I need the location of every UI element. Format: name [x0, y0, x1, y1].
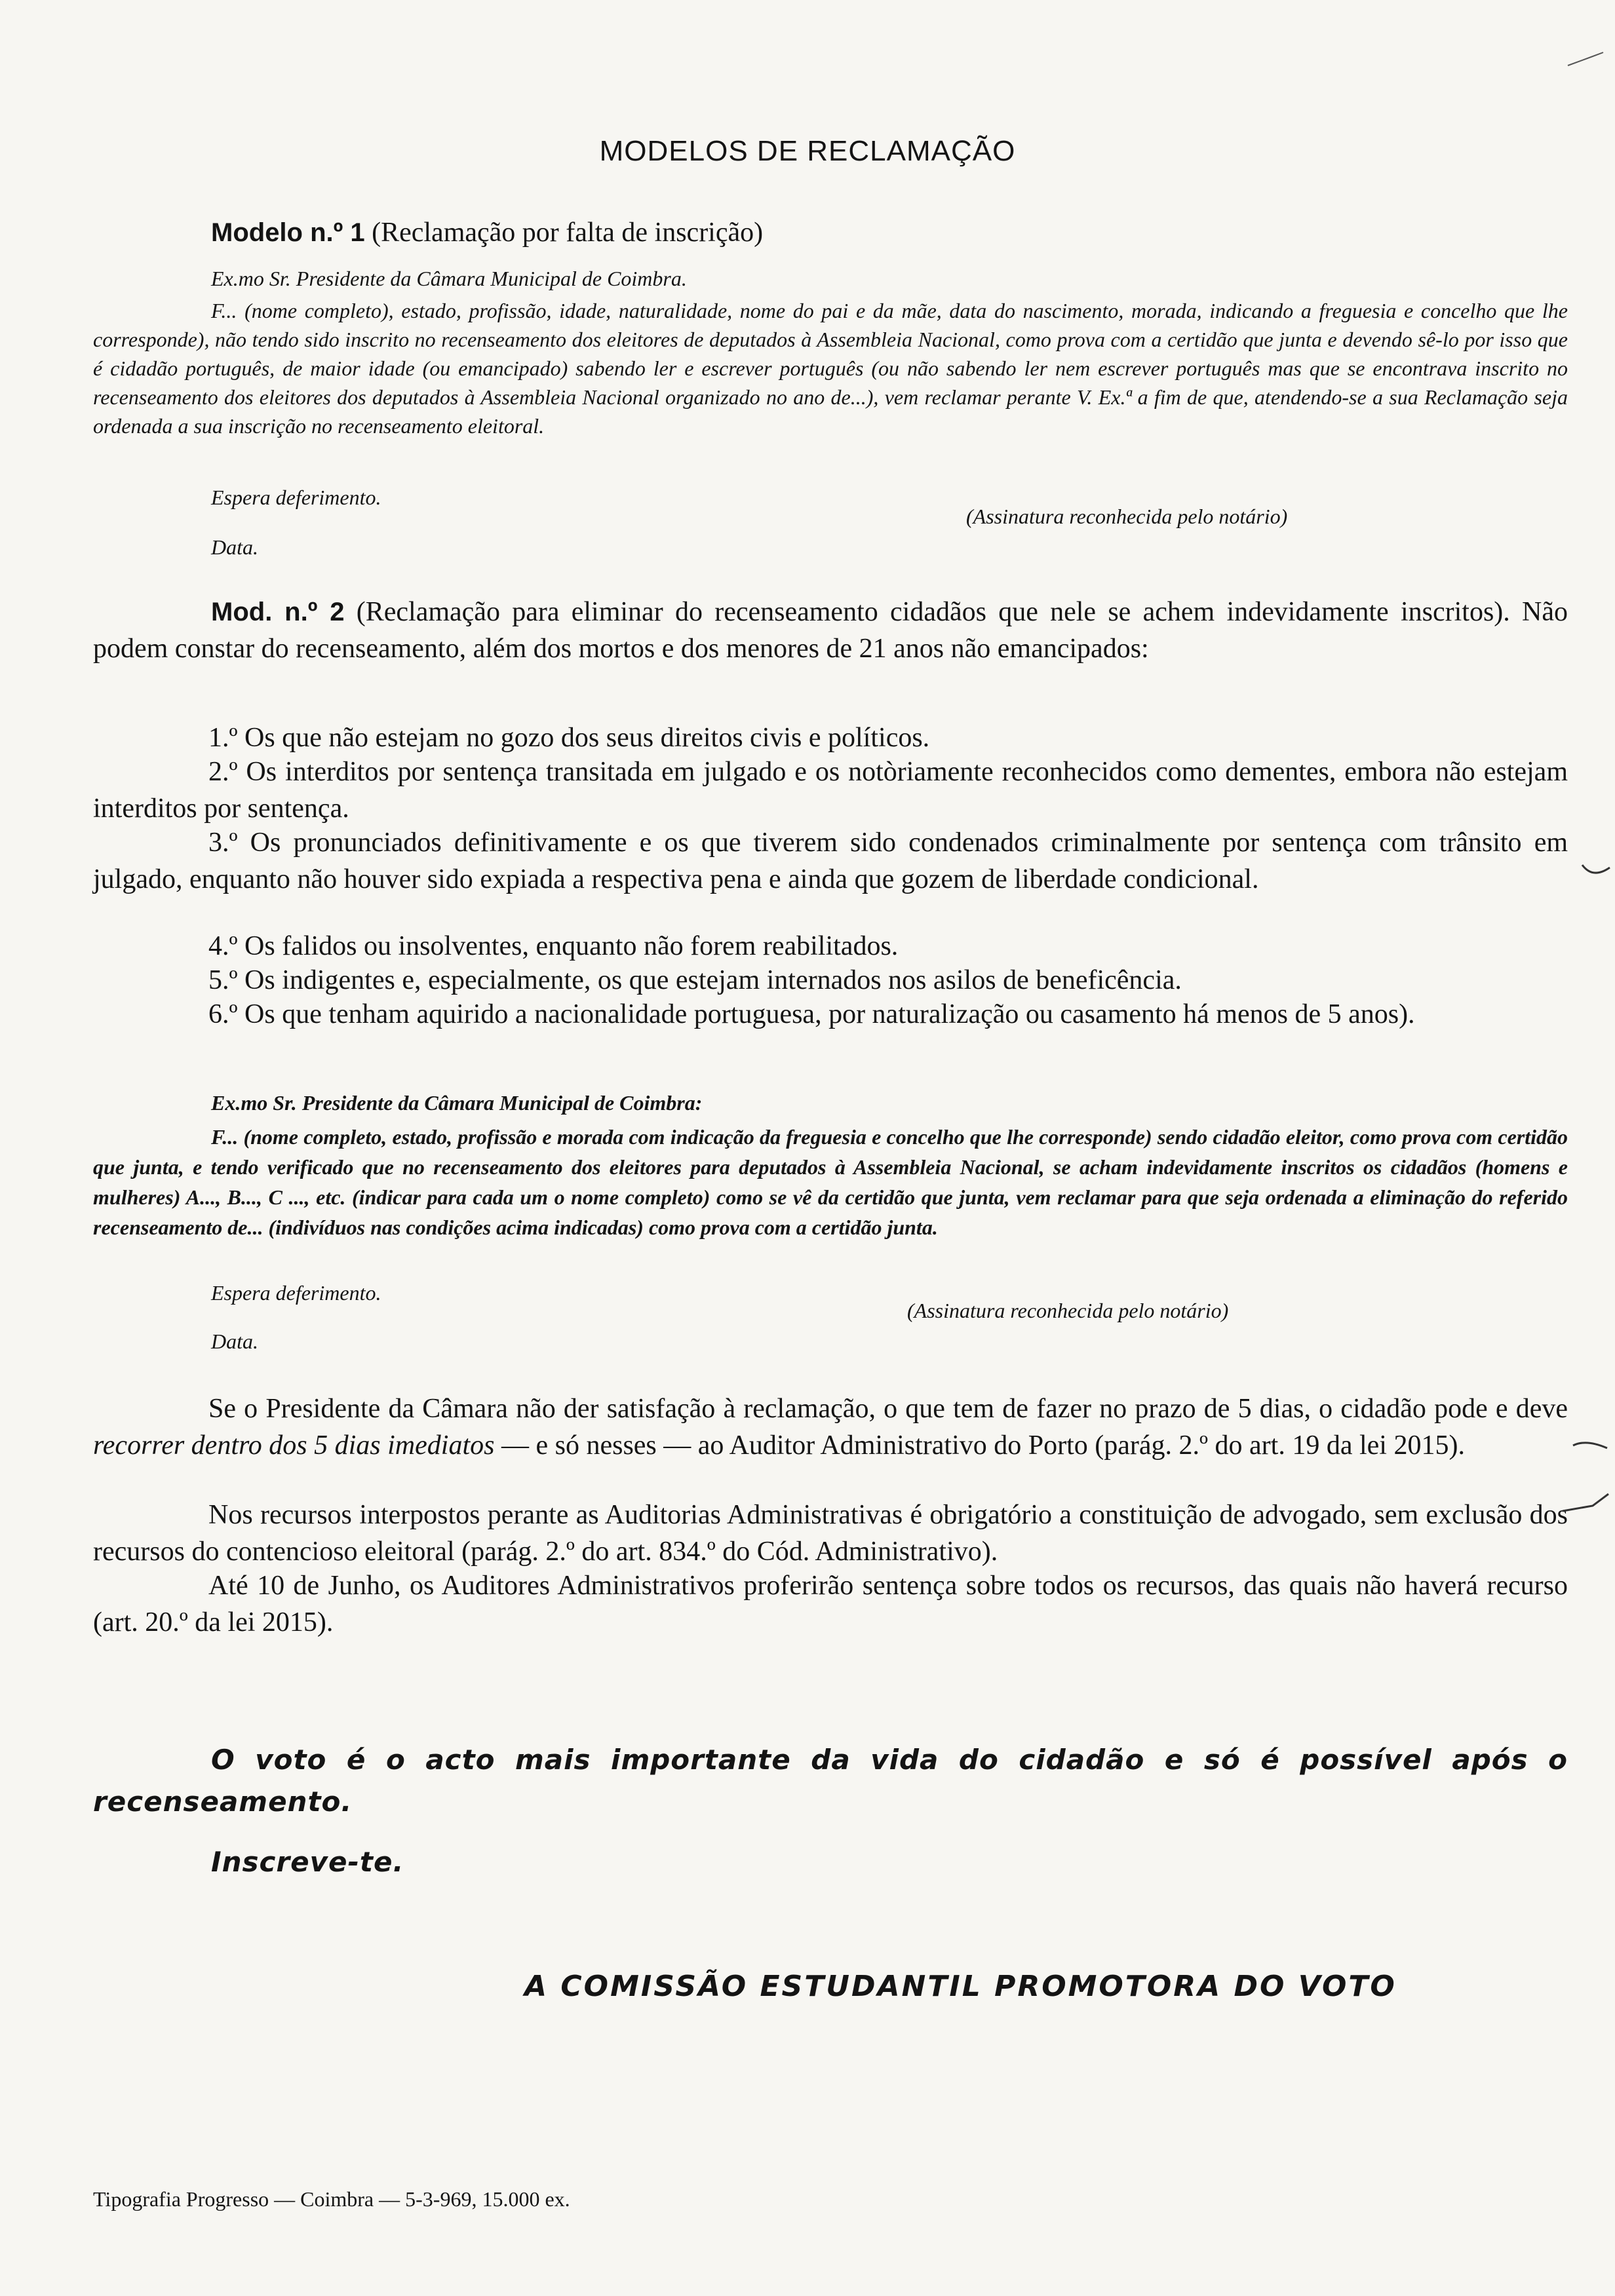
model2-address: Ex.mo Sr. Presidente da Câmara Municipal de Coimbra:: [211, 1091, 703, 1115]
model1-signature: (Assinatura reconhecida pelo notário): [966, 505, 1288, 528]
committee-signature: A COMISSÃO ESTUDANTIL PROMOTORA DO VOTO: [524, 1970, 1397, 2003]
model2-intro-block: [93, 594, 1568, 667]
model2-item-4: 4.º Os falidos ou insolventes, enquanto não forem reabilitados.: [208, 931, 899, 961]
printer-footer: Tipografia Progresso — Coimbra — 5-3-969, 15.000 ex.: [93, 2187, 570, 2211]
model2-item-6: 6.º Os que tenham aquirido a nacionalidade portuguesa, por naturalização ou casamento há menos de 5 anos).: [208, 999, 1415, 1029]
paragraph-recurso-b: — e só nesses — ao Auditor Administrativo do Porto (parág. 2.º do art. 19 da lei 2015).: [494, 1430, 1465, 1461]
model2-intro: (Reclamação para eliminar do recenseamento cidadãos que nele se achem indevidamente inscritos). Não podem constar do recenseamento, além dos mortos e dos menores de 21 anos não emancipados:: [93, 597, 1568, 664]
model2-label: Mod. n.º 2: [211, 598, 345, 626]
paragraph-recurso-italic: recorrer dentro dos 5 dias imediatos: [93, 1430, 495, 1461]
model2-signature: (Assinatura reconhecida pelo notário): [907, 1299, 1229, 1322]
model1-date: Data.: [211, 535, 258, 559]
model2-date: Data.: [211, 1330, 258, 1353]
model2-item-2: 2.º Os interditos por sentença transitada em julgado e os notòriamente reconhecidos como dementes, embora não estejam interditos por sentença.: [93, 757, 1568, 824]
model2-body: F... (nome completo, estado, profissão e morada com indicação da freguesia e concelho que lhe corresponde) sendo cidadão eleitor, como prova com certidão que junta, e tendo verificado que no recenseamento dos eleitores para deputados à Assembleia Nacional, se acham indevidamente inscritos os cidadãos (homens e mulheres) A..., B..., C ..., etc. (indicar para cada um o nome completo) como se vê da certidão que junta, vem reclamar para que seja ordenada a eliminação do referido recenseamento de... (indivíduos nas condições acima indicadas) como prova com a certidão junta.: [93, 1125, 1568, 1239]
pen-mark-icon: [1560, 1491, 1612, 1518]
pen-mark-icon: [1572, 1436, 1611, 1456]
pen-mark-icon: [1581, 860, 1612, 886]
pen-mark-icon: [1566, 51, 1606, 71]
model1-address: Ex.mo Sr. Presidente da Câmara Municipal de Coimbra.: [211, 267, 687, 290]
model1-body: F... (nome completo), estado, profissão, idade, naturalidade, nome do pai e da mãe, data do nascimento, morada, indicando a freguesia e concelho que lhe corresponde), não tendo sido inscrito no recenseamento dos eleitores de deputados à Assembleia Nacional, como prova com a certidão que junta e devendo sê-lo por isso que é cidadão português, de maior idade (ou emancipado) sabendo ler e escrever português (ou não sabendo ler nem escrever português mas que se encontrava inscrito no recenseamento dos eleitores dos deputados à Assembleia Nacional organizado no ano de...), vem reclamar perante V. Ex.ª a fim de que, atendendo-se a sua Reclamação seja ordenada a sua inscrição no recenseamento eleitoral.: [93, 299, 1568, 438]
model1-closing: Espera deferimento.: [211, 486, 381, 509]
model2-item-5: 5.º Os indigentes e, especialmente, os que estejam internados nos asilos de beneficência.: [208, 965, 1182, 995]
paragraph-advogado: Nos recursos interpostos perante as Auditorias Administrativas é obrigatório a constituição de advogado, sem exclusão dos recursos do contencioso eleitoral (parág. 2.º do art. 834.º do Cód. Administrativo).: [93, 1500, 1568, 1567]
model2-closing: Espera deferimento.: [211, 1281, 381, 1305]
model1-label: Modelo n.º 1: [211, 218, 365, 247]
model1-subtitle: (Reclamação por falta de inscrição): [372, 218, 764, 248]
page-title: MODELOS DE RECLAMAÇÃO: [599, 135, 1016, 167]
paragraph-prazo: Até 10 de Junho, os Auditores Administrativos proferirão sentença sobre todos os recursos, das quais não haverá recurso (art. 20.º da lei 2015).: [93, 1571, 1568, 1637]
model1-heading: [211, 215, 1456, 251]
model2-item-1: 1.º Os que não estejam no gozo dos seus direitos civis e políticos.: [208, 723, 930, 753]
paragraph-recurso-a: Se o Presidente da Câmara não der satisfação à reclamação, o que tem de fazer no prazo de 5 dias, o cidadão pode e deve: [208, 1394, 1568, 1424]
model2-item-3: 3.º Os pronunciados definitivamente e os que tiverem sido condenados criminalmente por sentença com trânsito em julgado, enquanto não houver sido expiada a respectiva pena e ainda que gozem de liberdade condicional.: [93, 828, 1568, 894]
slogan-call: Inscreve-te.: [211, 1846, 404, 1878]
slogan-line: O voto é o acto mais importante da vida do cidadão e só é possível após o recenseamento.: [93, 1744, 1568, 1818]
paragraph-recurso: [93, 1390, 1568, 1464]
